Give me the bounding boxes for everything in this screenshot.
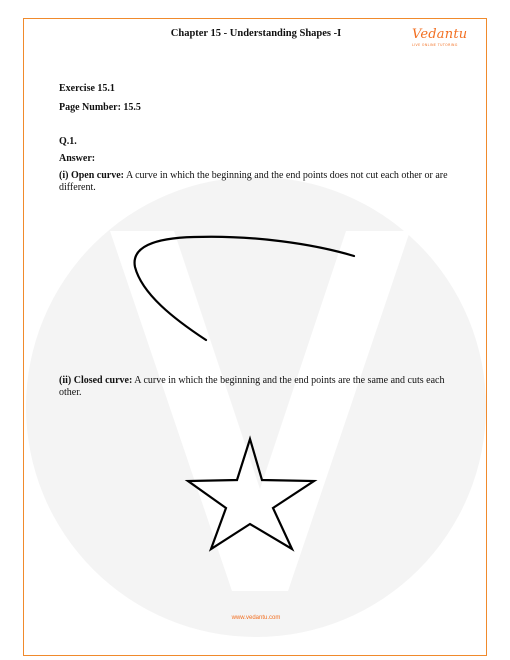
closed-curve-text: A curve in which the beginning and the end points are the same and cuts each other.	[59, 375, 445, 398]
logo-tagline: LIVE ONLINE TUTORING	[412, 43, 458, 47]
document-page	[23, 18, 487, 656]
page-number: Page Number: 15.5	[59, 102, 141, 113]
footer-url: www.vedantu.com	[231, 615, 281, 621]
closed-curve-label: (ii) Closed curve:	[59, 375, 133, 386]
open-curve-label: (i) Open curve:	[59, 170, 124, 181]
answer-label: Answer:	[59, 153, 96, 164]
exercise-heading: Exercise 15.1	[59, 83, 115, 94]
open-curve-text: A curve in which the beginning and the end points does not cut each other or are different.	[59, 170, 448, 193]
logo-wordmark: Vedantu	[412, 27, 468, 42]
page-header-title: Chapter 15 - Understanding Shapes -I	[170, 28, 342, 39]
question-number: Q.1.	[59, 136, 77, 147]
star-figure	[24, 19, 487, 656]
